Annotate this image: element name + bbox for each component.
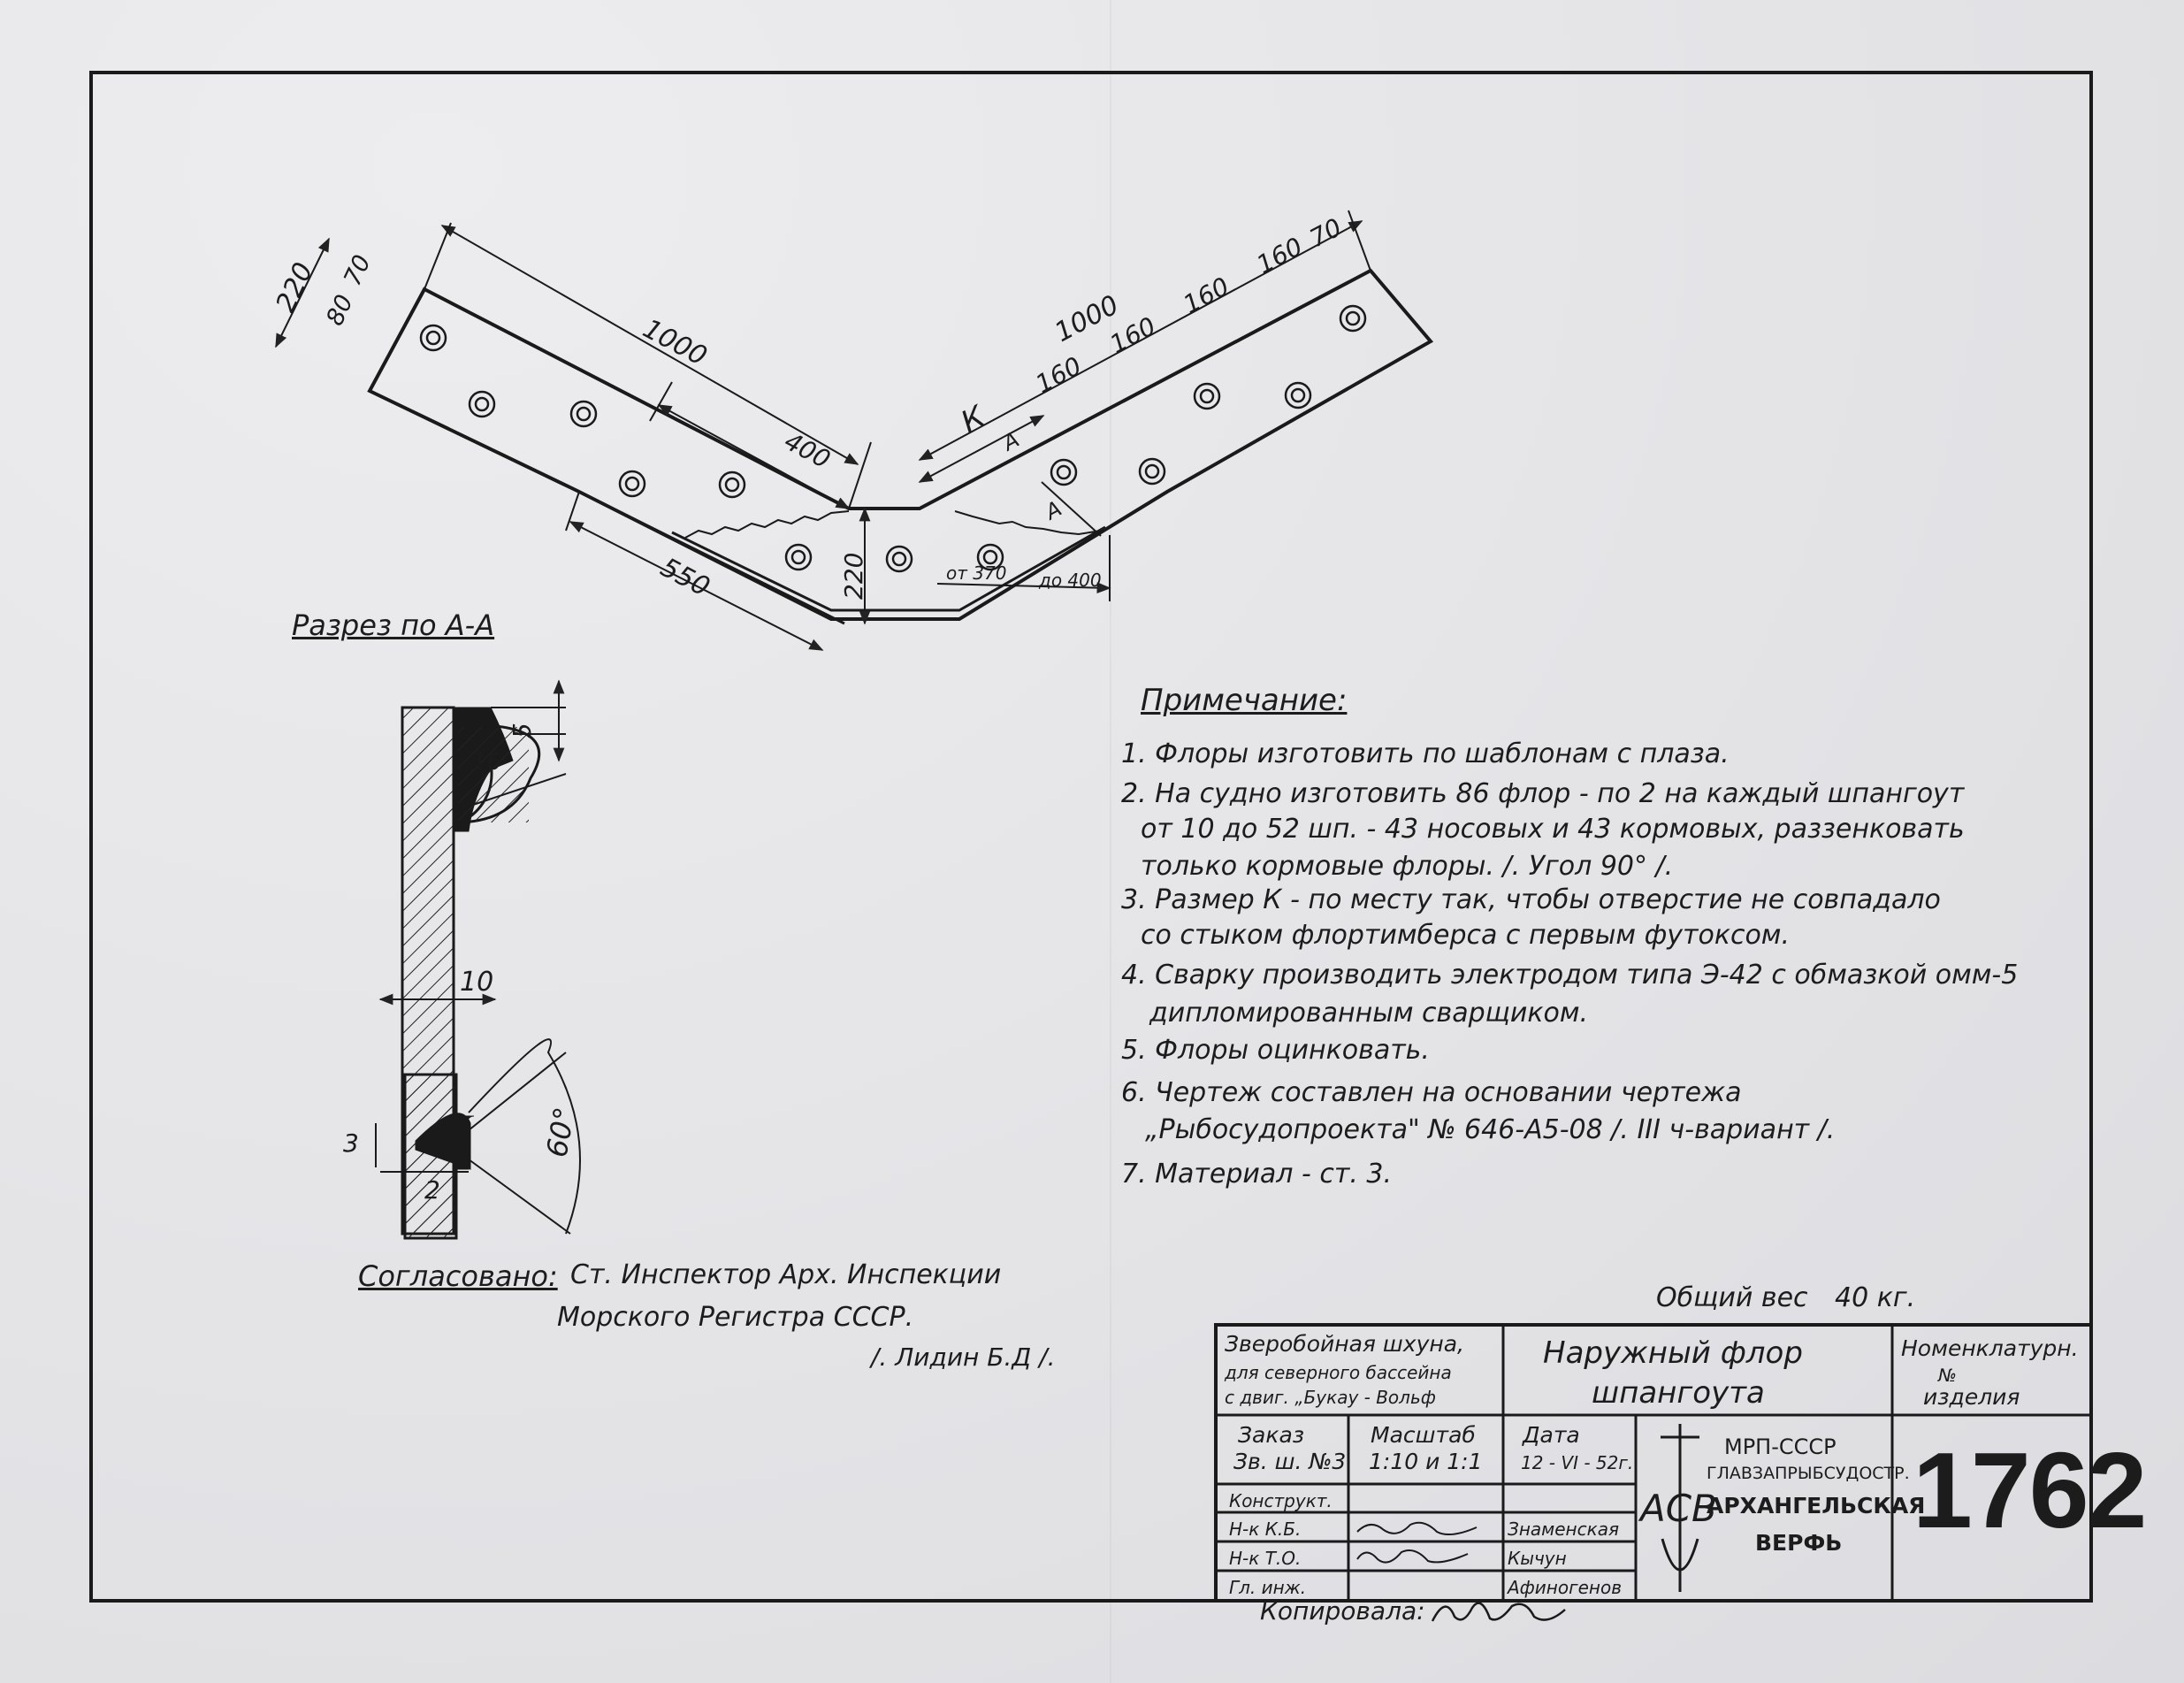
dim-right-length: 1000: [1050, 289, 1125, 349]
hole: [571, 402, 596, 426]
role-constructor: Конструкт.: [1229, 1490, 1333, 1511]
signature-head-to: [1353, 1543, 1485, 1570]
role-head-kb: Н-к К.Б.: [1229, 1519, 1302, 1540]
hole: [1051, 460, 1076, 485]
note-line-5: 3. Размер К - по месту так, чтобы отверстие не совпадало: [1121, 884, 1941, 915]
name-chief-engineer: Афиногенов: [1508, 1577, 1623, 1598]
note-line-6: со стыком флортимберса с первым футоксом.: [1141, 920, 1790, 951]
signature-head-kb: [1353, 1514, 1485, 1541]
nomenclature-line1: Номенклатурн.: [1901, 1335, 2079, 1361]
sec-angle-ray2: [455, 1150, 570, 1234]
copier-signature: [1428, 1590, 1569, 1634]
plate-outline: [370, 271, 1431, 619]
hole: [786, 545, 811, 570]
vessel-line2: для северного бассейна: [1225, 1362, 1452, 1383]
section-mark-a-upper: А: [998, 426, 1024, 456]
note-line-9: 5. Флоры оцинковать.: [1121, 1035, 1430, 1066]
part-name-line2: шпангоута: [1592, 1375, 1765, 1411]
copied-label: Копировала:: [1260, 1596, 1425, 1626]
hole: [1195, 384, 1219, 409]
name-head-kb: Знаменская: [1508, 1519, 1619, 1540]
approval-line1: Ст. Инспектор Арх. Инспекции: [570, 1259, 1002, 1290]
dim-from: от 370: [946, 562, 1007, 584]
part-name-line1: Наружный флор: [1543, 1335, 1803, 1371]
sec-dim-angle: 60°: [539, 1104, 582, 1160]
note-line-4: только кормовые флоры. /. Угол 90° /.: [1141, 851, 1674, 882]
note-line-1: 1. Флоры изготовить по шаблонам с плаза.: [1121, 738, 1730, 769]
sec-dim-weld-a: 3: [343, 1128, 359, 1158]
sec-dim-thickness: 10: [460, 967, 494, 998]
dim-left-ext1: [424, 223, 451, 289]
hole: [1140, 459, 1165, 484]
hole: [421, 325, 446, 350]
date-label: Дата: [1523, 1422, 1580, 1448]
dim-right-end: 70: [1304, 212, 1347, 254]
order-label: Заказ: [1238, 1422, 1305, 1448]
drawing-number: 1762: [1913, 1430, 2146, 1550]
note-line-8: дипломированным сварщиком.: [1149, 998, 1589, 1029]
nomenclature-line3: изделия: [1923, 1384, 2020, 1410]
dim-left-inner: 400: [779, 426, 836, 475]
org-line4: ВЕРФЬ: [1755, 1530, 1843, 1556]
date-value: 12 - VI - 52г.: [1521, 1452, 1634, 1473]
hole: [470, 392, 494, 417]
order-value: Зв. ш. №3: [1233, 1449, 1347, 1474]
serration-band: [685, 511, 1101, 538]
role-chief-engineer: Гл. инж.: [1229, 1577, 1307, 1598]
dim-bottom-left: 550: [655, 552, 715, 603]
org-line1: МРП-СССР: [1724, 1434, 1837, 1459]
nomenclature-line2: №: [1938, 1365, 1957, 1386]
dim-right-s2: 160: [1104, 310, 1161, 360]
scale-label: Масштаб: [1371, 1422, 1476, 1448]
dim-k: К: [955, 399, 991, 440]
org-line2: ГЛАВЗАПРЫБСУДОСТР.: [1707, 1464, 1910, 1483]
vessel-line3: с двиг. „Букау - Вольф: [1225, 1387, 1436, 1408]
dim-left-d2: 70: [339, 250, 377, 290]
section-mark-a-lower: А: [1041, 495, 1066, 525]
dim-right-s4: 160: [1251, 231, 1308, 280]
note-line-10: 6. Чертеж составлен на основании чертежа: [1121, 1077, 1742, 1108]
section-title: Разрез по А-А: [292, 608, 495, 642]
total-weight-label: Общий вес: [1656, 1282, 1808, 1313]
asv-logo-text: АСВ: [1640, 1487, 1717, 1530]
dim-to: до 400: [1039, 570, 1102, 591]
dim-left-d1: 80: [321, 290, 359, 330]
org-line3: АРХАНГЕЛЬСКАЯ: [1707, 1493, 1926, 1519]
hole: [620, 471, 645, 496]
approval-label: Согласовано:: [358, 1259, 558, 1293]
bolt-holes: [421, 306, 1365, 571]
note-line-2: 2. На судно изготовить 86 флор - по 2 на каждый шпангоут: [1121, 778, 1965, 809]
vessel-line1: Зверобойная шхуна,: [1225, 1331, 1464, 1357]
note-line-12: 7. Материал - ст. 3.: [1121, 1159, 1393, 1190]
dim-right-ext: [1348, 210, 1371, 271]
approval-line3: /. Лидин Б.Д /.: [871, 1343, 1056, 1372]
sec-dim-top: 5: [508, 723, 537, 738]
note-line-7: 4. Сварку производить электродом типа Э-42 с обмазкой омм-5: [1121, 960, 2019, 991]
sec-dim-hole: 16: [472, 749, 502, 776]
dim-right-s1: 160: [1030, 350, 1087, 400]
dim-left-length: 1000: [638, 313, 713, 372]
note-line-3: от 10 до 52 шп. - 43 носовых и 43 кормовых, раззенковать: [1141, 814, 1965, 845]
approval-line2: Морского Регистра СССР.: [557, 1302, 914, 1333]
hole: [887, 547, 912, 571]
dim-right-s3: 160: [1178, 271, 1234, 320]
name-head-to: Кычун: [1508, 1548, 1567, 1569]
hole: [1340, 306, 1365, 331]
hole: [720, 472, 745, 497]
dim-left-ext2: [849, 442, 871, 509]
sec-dim-weld-b: 2: [424, 1175, 440, 1205]
hole: [1286, 383, 1310, 408]
dim-left-width: 220: [270, 257, 320, 317]
total-weight-value: 40 кг.: [1835, 1282, 1916, 1313]
role-head-to: Н-к Т.О.: [1229, 1548, 1302, 1569]
dim-center-height: 220: [839, 552, 868, 600]
notes-title: Примечание:: [1141, 683, 1348, 718]
scale-value: 1:10 и 1:1: [1369, 1449, 1483, 1474]
note-line-11: „Рыбосудопроекта" № 646-А5-08 /. III ч-вариант /.: [1145, 1114, 1836, 1145]
